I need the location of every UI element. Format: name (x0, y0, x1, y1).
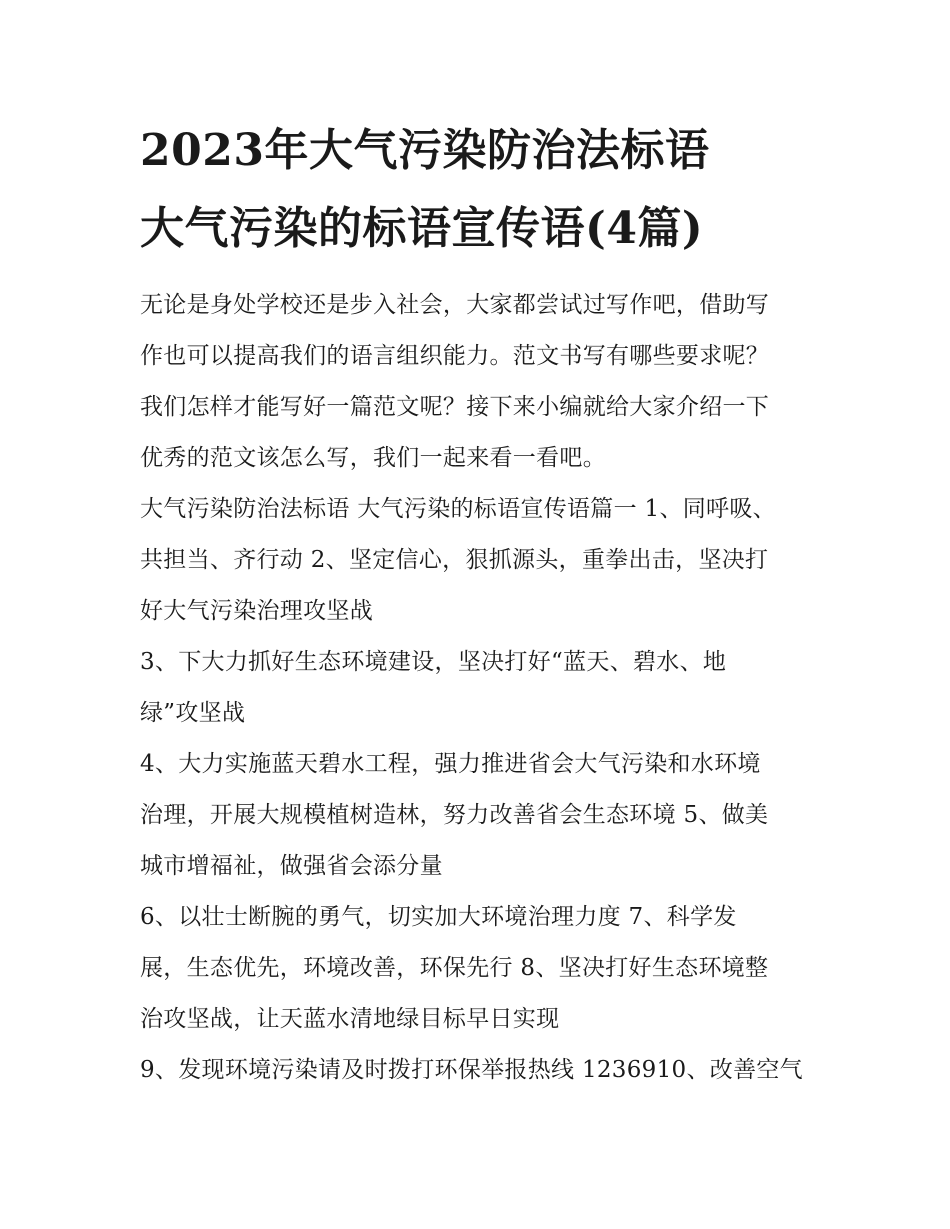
text-line: 我们怎样才能写好一篇范文呢？接下来小编就给大家介绍一下 (140, 394, 770, 420)
text-line: 治攻坚战，让天蓝水清地绿目标早日实现 (140, 1006, 560, 1032)
title-line-2: 大气污染的标语宣传语(4篇) (140, 203, 704, 254)
text-line: 治理，开展大规模植树造林，努力改善省会生态环境 5、做美 (140, 802, 769, 828)
text-line: 共担当、齐行动 2、坚定信心，狠抓源头，重拳出击，坚决打 (140, 547, 769, 573)
text-line: 绿”攻坚战 (140, 700, 246, 726)
text-line: 城市增福祉，做强省会添分量 (140, 853, 443, 879)
paragraph-slogans-4-5 (140, 739, 820, 892)
text-line: 展，生态优先，环境改善，环保先行 8、坚决打好生态环境整 (140, 955, 769, 981)
text-line: 9、发现环境污染请及时拨打环保举报热线 1236910、改善空气 (140, 1057, 803, 1083)
paragraph-intro (140, 280, 820, 484)
paragraph-slogans-6-8 (140, 892, 820, 1045)
text-line: 优秀的范文该怎么写，我们一起来看一看吧。 (140, 445, 606, 471)
text-line: 好大气污染治理攻坚战 (140, 598, 373, 624)
text-line: 4、大力实施蓝天碧水工程，强力推进省会大气污染和水环境 (140, 751, 761, 777)
paragraph-slogans-1-2 (140, 484, 820, 637)
title-line-1: 2023年大气污染防治法标语 (140, 125, 710, 176)
text-line: 6、以壮士断腕的勇气，切实加大环境治理力度 7、科学发 (140, 904, 737, 930)
text-line: 无论是身处学校还是步入社会，大家都尝试过写作吧，借助写 (140, 292, 770, 318)
document-title (140, 112, 840, 268)
text-line: 大气污染防治法标语 大气污染的标语宣传语篇一 1、同呼吸、 (140, 496, 776, 522)
text-line: 作也可以提高我们的语言组织能力。范文书写有哪些要求呢？ (140, 343, 770, 369)
paragraph-slogan-3 (140, 637, 820, 739)
text-line: 3、下大力抓好生态环境建设，坚决打好“蓝天、碧水、地 (140, 649, 727, 675)
paragraph-slogans-9-10 (140, 1045, 820, 1096)
document-body (140, 280, 820, 1096)
